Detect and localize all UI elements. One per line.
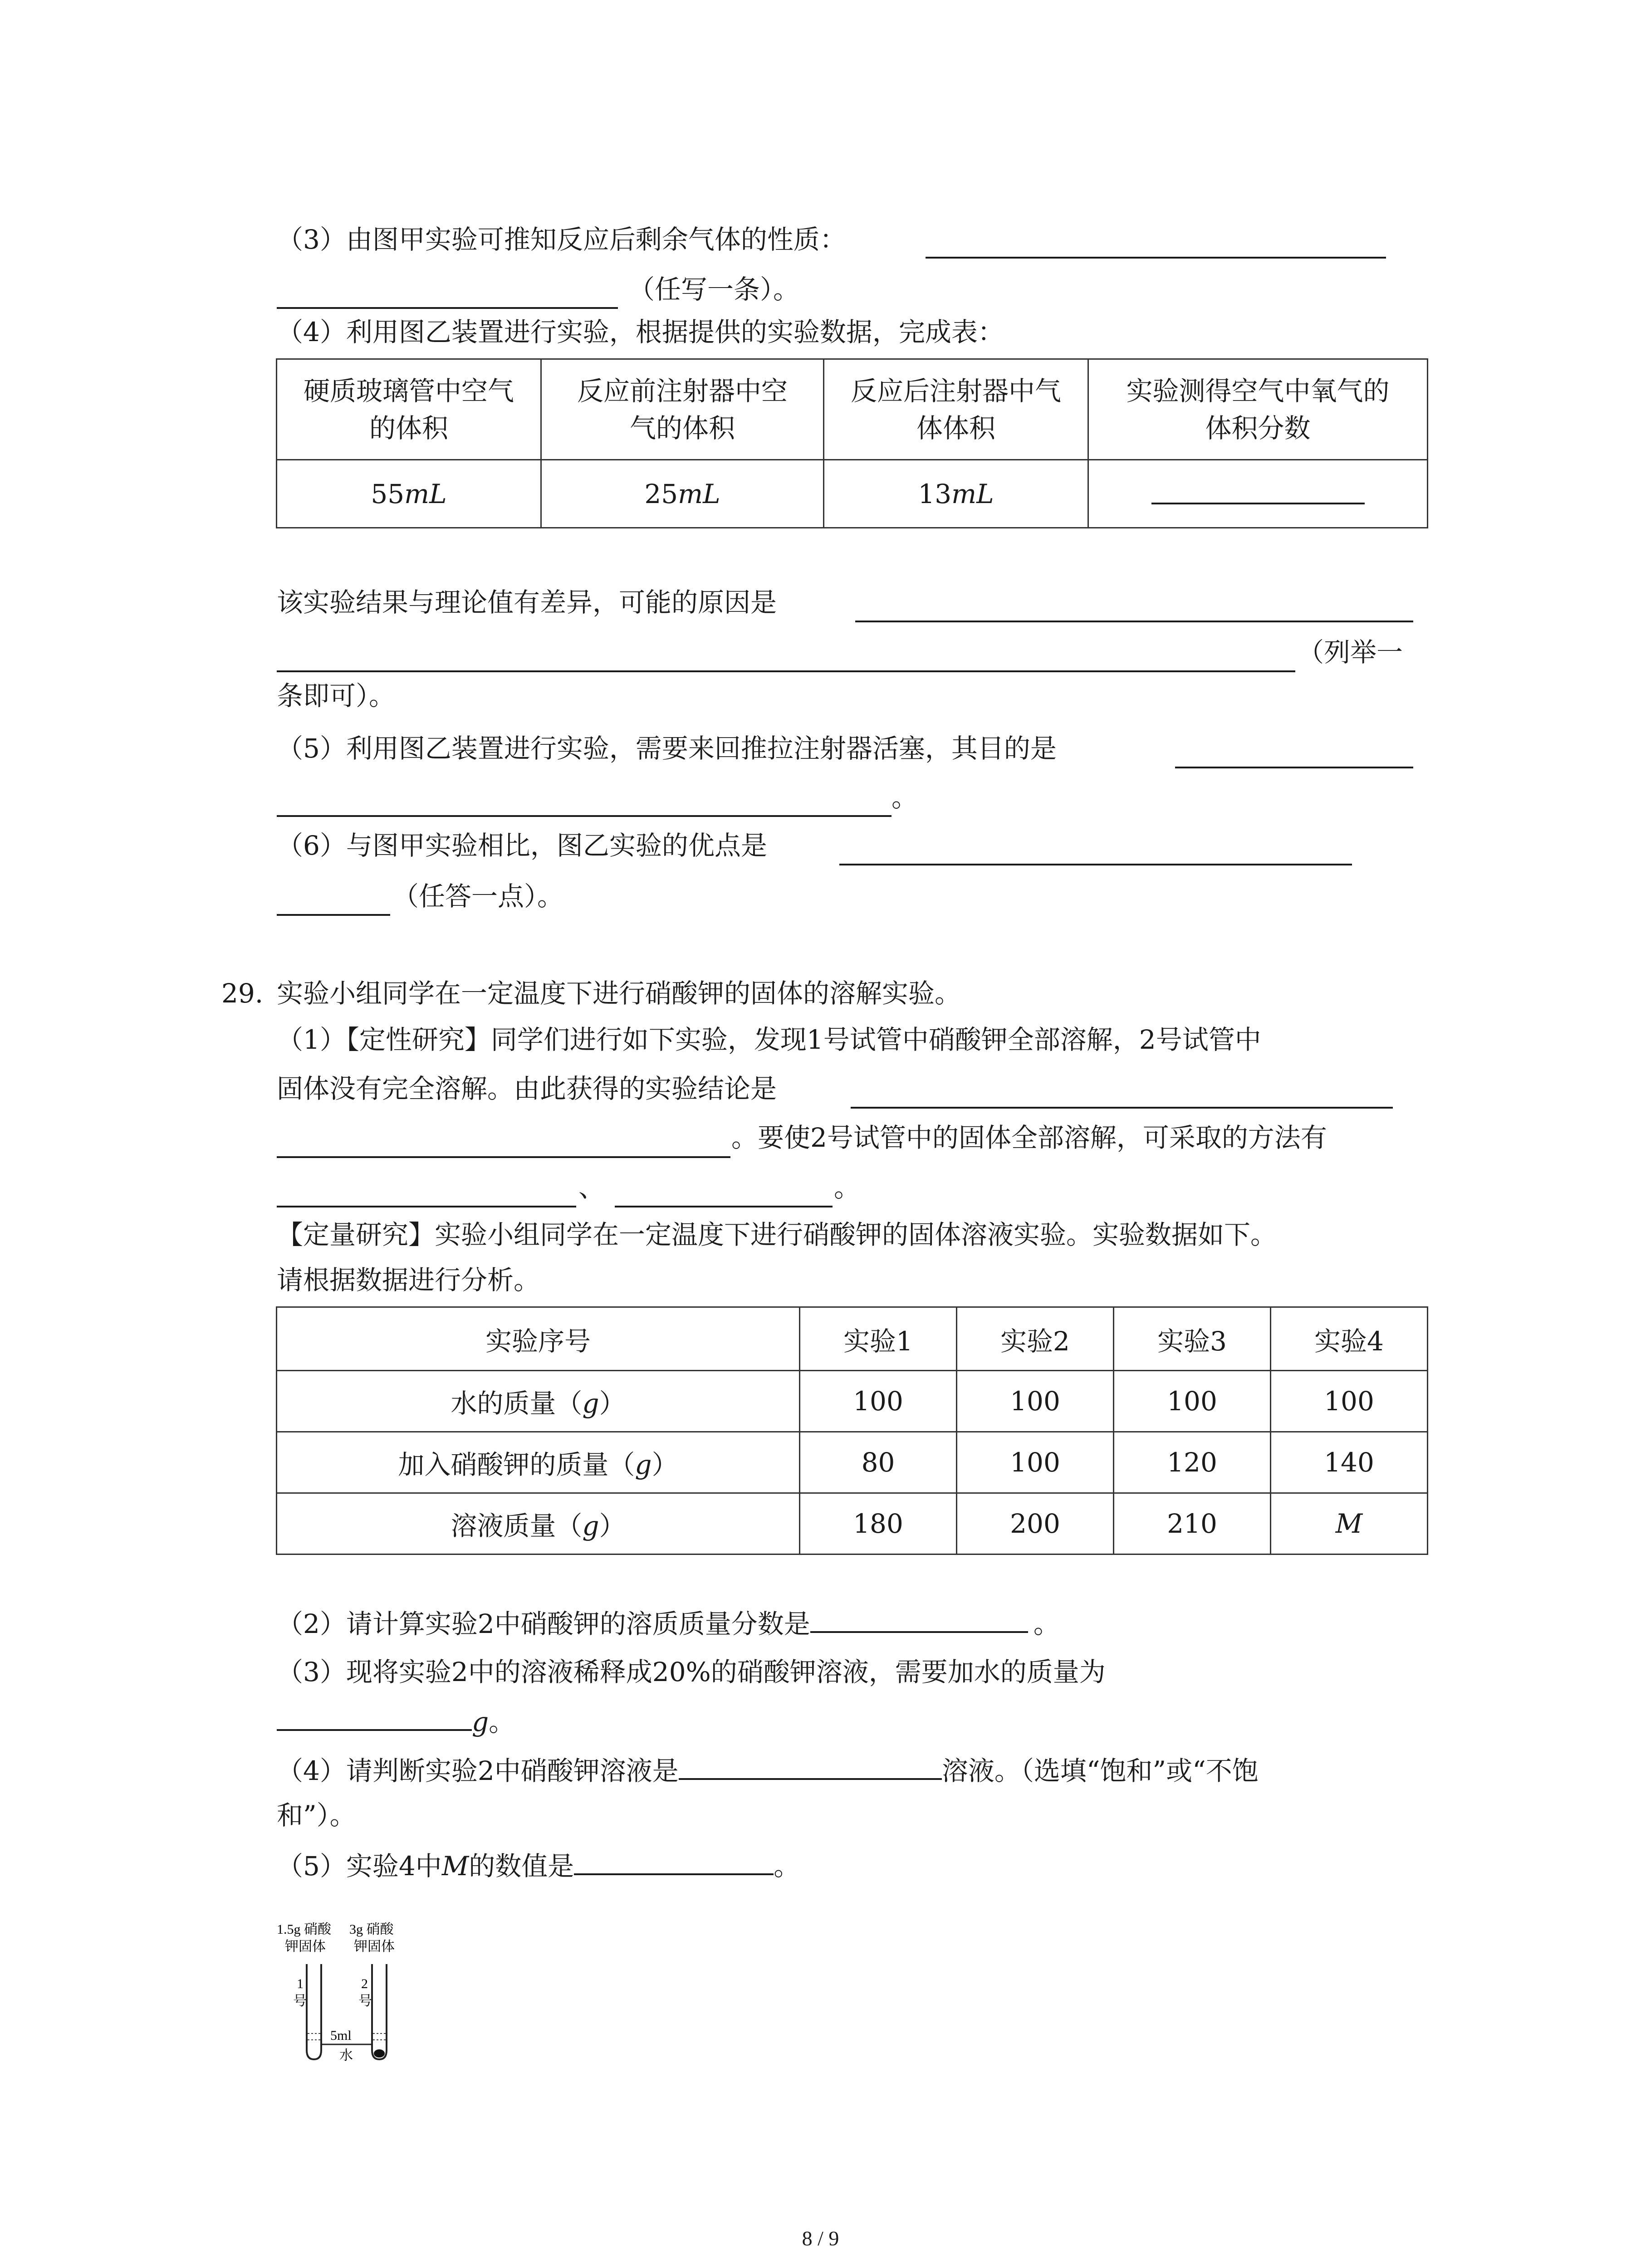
q29-method-separator: 、 — [578, 1172, 605, 1203]
test-tube-2 — [372, 1964, 387, 2059]
row-solution-mass — [277, 1493, 1428, 1554]
header-exp3: 实验3 — [1114, 1307, 1271, 1371]
q29-p3-blank[interactable] — [277, 1704, 472, 1731]
cell-m: M — [1271, 1493, 1428, 1554]
q5-blank-b[interactable] — [277, 815, 892, 817]
cell: 100 — [800, 1371, 957, 1432]
header-exp2: 实验2 — [957, 1307, 1114, 1371]
q4-reason-line1: 该实验结果与理论值有差异，可能的原因是 — [277, 587, 777, 618]
oxygen-data-table — [276, 358, 1428, 528]
test-tube-1 — [307, 1964, 321, 2059]
q29-conclusion-blank-a[interactable] — [851, 1107, 1393, 1109]
solubility-table — [276, 1306, 1428, 1555]
test-tube-figure — [277, 1921, 426, 2071]
q5-blank-a[interactable] — [1175, 767, 1413, 768]
q4-reason-blank-b[interactable] — [277, 670, 1295, 672]
q29-p2: （2）请计算实验2中硝酸钾的溶质质量分数是 。 — [277, 1606, 1060, 1641]
header-exp1: 实验1 — [800, 1307, 957, 1371]
cell-oxygen-fraction-answer[interactable] — [1088, 460, 1428, 528]
cell: 100 — [957, 1371, 1114, 1432]
header-oxygen-fraction: 实验测得空气中氧气的 体积分数 — [1088, 359, 1428, 460]
q29-p5: （5）实验4中M的数值是 。 — [277, 1848, 800, 1883]
oxygen-table-header-row — [277, 359, 1428, 460]
header-experiment-no: 实验序号 — [277, 1307, 800, 1371]
q6-blank-a[interactable] — [839, 864, 1352, 865]
q29-p3-answer: g。 — [277, 1704, 515, 1739]
cell-tube-air: 55mL — [277, 460, 541, 528]
header-syringe-after: 反应后注射器中气 体体积 — [824, 359, 1088, 460]
q29-p1-line1: （1）【定性研究】同学们进行如下实验，发现1号试管中硝酸钾全部溶解，2号试管中 — [277, 1024, 1261, 1055]
q29-p4: （4）请判断实验2中硝酸钾溶液是 溶液。（选填“饱和”或“不饱 — [277, 1753, 1259, 1788]
header-syringe-before: 反应前注射器中空 气的体积 — [541, 359, 824, 460]
q29-p4-blank[interactable] — [679, 1753, 942, 1780]
q29-p5-blank[interactable] — [574, 1848, 774, 1875]
q4-reason-line2-tail: （列举一 — [1298, 637, 1403, 668]
tube2-number: 2 — [361, 1976, 368, 1991]
oxygen-fraction-blank[interactable] — [1151, 477, 1365, 504]
label-right-mass: 3g 硝酸 — [349, 1922, 394, 1937]
q29-quant-line1: 【定量研究】实验小组同学在一定温度下进行硝酸钾的固体溶液实验。实验数据如下。 — [277, 1219, 1277, 1250]
undissolved-solid — [374, 2049, 385, 2058]
q3-line2-tail: （任写一条）。 — [628, 274, 800, 305]
q4-intro: （4）利用图乙装置进行实验，根据提供的实验数据，完成表： — [277, 317, 1004, 347]
q3-line1: （3）由图甲实验可推知反应后剩余气体的性质： — [277, 224, 846, 255]
row-kno3-added — [277, 1432, 1428, 1493]
label-solution-mass: 溶液质量（g） — [277, 1493, 800, 1554]
q29-p2-blank[interactable] — [810, 1606, 1028, 1633]
tube1-char: 号 — [293, 1993, 307, 2009]
header-exp4: 实验4 — [1271, 1307, 1428, 1371]
tube1-number: 1 — [297, 1976, 304, 1991]
solubility-header-row — [277, 1307, 1428, 1371]
q3-blank-a[interactable] — [926, 257, 1386, 259]
header-tube-air: 硬质玻璃管中空气 的体积 — [277, 359, 541, 460]
cell: 210 — [1114, 1493, 1271, 1554]
q4-reason-blank-a[interactable] — [855, 621, 1413, 622]
q29-p1-line2: 固体没有完全溶解。由此获得的实验结论是 — [277, 1073, 777, 1104]
cell: 100 — [1114, 1371, 1271, 1432]
label-kno3-added: 加入硝酸钾的质量（g） — [277, 1432, 800, 1493]
q29-method-blank-1[interactable] — [277, 1206, 576, 1207]
cell: 80 — [800, 1432, 957, 1493]
tube2-char: 号 — [358, 1993, 372, 2009]
q29-p1-line3-tail: 。要使2号试管中的固体全部溶解，可采取的方法有 — [731, 1122, 1327, 1153]
label-right-solid: 钾固体 — [354, 1939, 395, 1954]
row-water-mass — [277, 1371, 1428, 1432]
page-number: 8 / 9 — [802, 2227, 839, 2250]
label-water-mass: 水的质量（g） — [277, 1371, 800, 1432]
cell-syringe-before: 25mL — [541, 460, 824, 528]
cell: 180 — [800, 1493, 957, 1554]
q5-line2-tail: 。 — [892, 782, 918, 813]
cell: 120 — [1114, 1432, 1271, 1493]
q4-reason-line3: 条即可）。 — [277, 680, 396, 711]
water-amount-label: 5ml — [330, 2028, 352, 2043]
q29-stem: 实验小组同学在一定温度下进行硝酸钾的固体的溶解实验。 — [277, 978, 961, 1009]
q29-conclusion-blank-b[interactable] — [277, 1156, 730, 1158]
cell: 200 — [957, 1493, 1114, 1554]
q29-p4-line2: 和”）。 — [277, 1800, 356, 1831]
oxygen-table-data-row — [277, 460, 1428, 528]
q6-blank-b[interactable] — [277, 914, 390, 916]
q5-line1: （5）利用图乙装置进行实验，需要来回推拉注射器活塞，其目的是 — [277, 733, 1057, 764]
q29-method-blank-2[interactable] — [615, 1206, 833, 1207]
cell: 140 — [1271, 1432, 1428, 1493]
q6-line2-tail: （任答一点）。 — [392, 881, 564, 912]
q3-blank-b[interactable] — [277, 307, 618, 309]
q29-quant-line2: 请根据数据进行分析。 — [277, 1265, 540, 1295]
water-label: 水 — [339, 2048, 353, 2063]
label-left-solid: 钾固体 — [285, 1939, 326, 1954]
q29-number: 29. — [221, 978, 264, 1009]
cell: 100 — [957, 1432, 1114, 1493]
q6-line1: （6）与图甲实验相比，图乙实验的优点是 — [277, 830, 767, 861]
q29-p1-line4-tail: 。 — [834, 1172, 861, 1203]
cell: 100 — [1271, 1371, 1428, 1432]
label-left-mass: 1.5g 硝酸 — [277, 1922, 331, 1937]
q29-p3: （3）现将实验2中的溶液稀释成20%的硝酸钾溶液，需要加水的质量为 — [277, 1657, 1106, 1687]
cell-syringe-after: 13mL — [824, 460, 1088, 528]
